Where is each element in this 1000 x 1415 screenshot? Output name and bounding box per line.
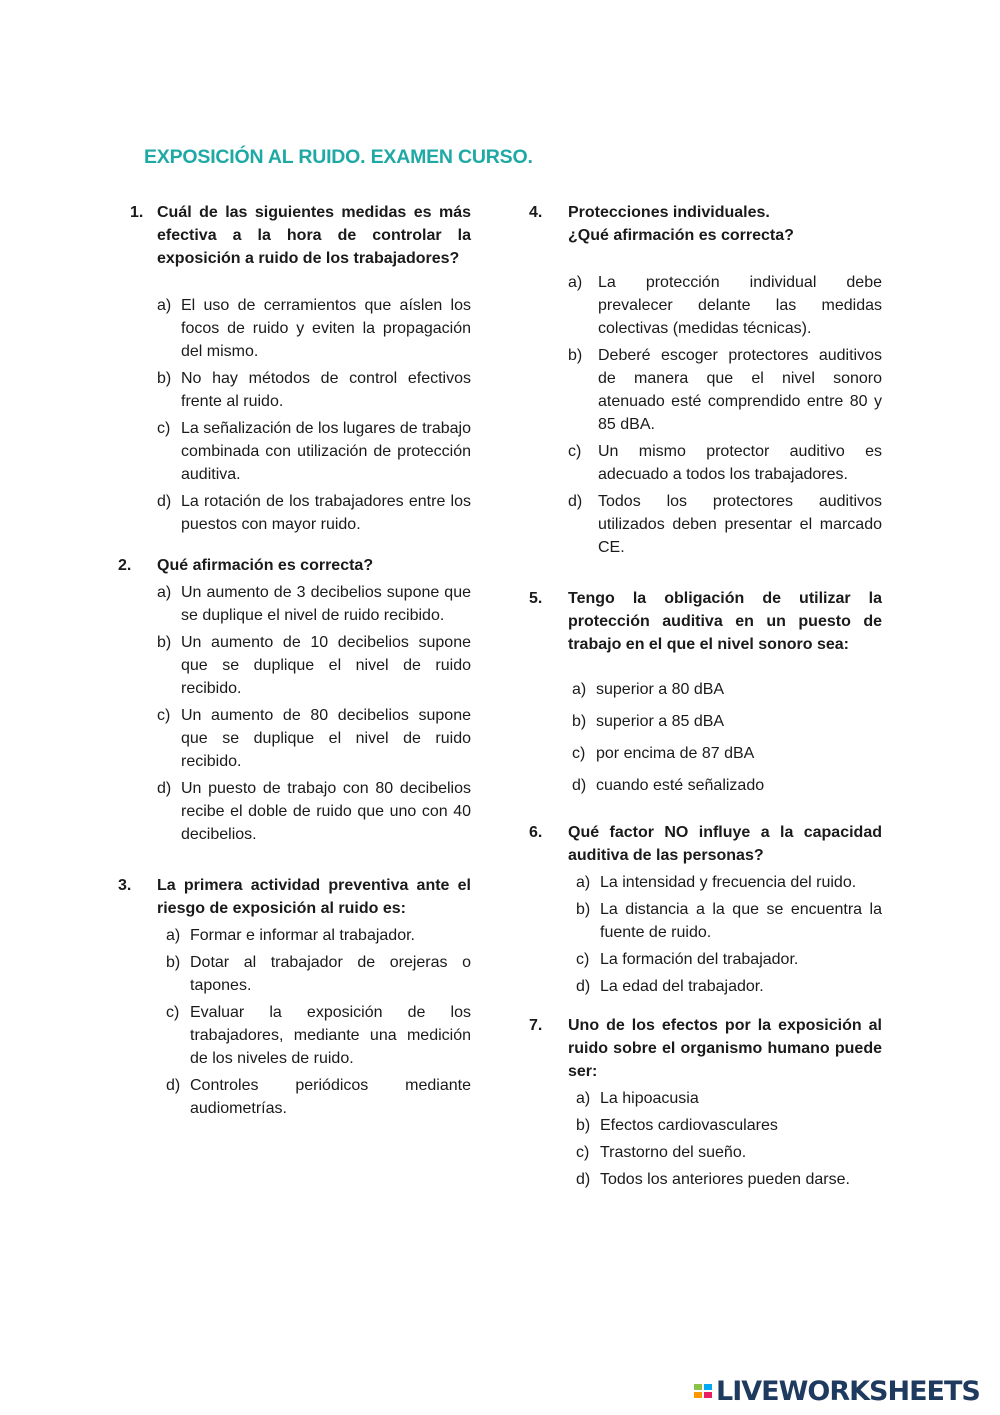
option-a[interactable]: [568, 271, 882, 340]
option-b[interactable]: [576, 1114, 882, 1137]
option-label: c): [568, 443, 582, 460]
option-text: Todos los protectores auditivos utilizados deben presentar el marcado CE.: [598, 493, 882, 556]
option-label: d): [157, 493, 172, 510]
option-text: La protección individual debe prevalecer delante las medidas colectivas (medidas técnicas).: [598, 274, 882, 337]
option-b[interactable]: [576, 898, 882, 944]
option-c[interactable]: [157, 704, 471, 773]
option-text: superior a 85 dBA: [596, 713, 725, 730]
logo-square-icon: [704, 1392, 712, 1398]
question-number: 2.: [118, 557, 132, 574]
option-b[interactable]: [568, 344, 882, 436]
question-6: [529, 821, 882, 998]
option-c[interactable]: [568, 440, 882, 486]
option-text: Un puesto de trabajo con 80 decibelios recibe el doble de ruido que uno con 40 decibelios.: [181, 780, 471, 843]
question-text: Protecciones individuales. ¿Qué afirmación es correcta?: [568, 204, 794, 244]
logo-square-icon: [694, 1384, 702, 1390]
option-text: No hay métodos de control efectivos frente al ruido.: [181, 370, 471, 410]
option-text: superior a 80 dBA: [596, 681, 725, 698]
option-label: a): [157, 297, 172, 314]
logo-mark-icon: [694, 1384, 712, 1398]
option-label: a): [157, 584, 172, 601]
question-text: La primera actividad preventiva ante el riesgo de exposición al ruido es:: [157, 877, 471, 917]
option-label: c): [576, 1144, 590, 1161]
option-d[interactable]: [576, 1168, 882, 1191]
option-text: Controles periódicos mediante audiometrías.: [190, 1077, 471, 1117]
option-a[interactable]: [572, 678, 882, 701]
option-text: Evaluar la exposición de los trabajadores, mediante una medición de los niveles de ruido.: [190, 1004, 471, 1067]
option-label: b): [568, 347, 583, 364]
question-2: [118, 554, 471, 846]
question-number: 7.: [529, 1017, 543, 1034]
question-number: 4.: [529, 204, 543, 221]
option-text: Un aumento de 10 decibelios supone que se duplique el nivel de ruido recibido.: [181, 634, 471, 697]
option-label: c): [576, 951, 590, 968]
option-text: La distancia a la que se encuentra la fuente de ruido.: [600, 901, 882, 941]
option-b[interactable]: [166, 951, 471, 997]
option-text: La edad del trabajador.: [600, 978, 764, 995]
logo-square-icon: [694, 1392, 702, 1398]
option-label: d): [576, 978, 591, 995]
option-d[interactable]: [157, 777, 471, 846]
question-number: 3.: [118, 877, 132, 894]
option-c[interactable]: [576, 948, 882, 971]
option-label: b): [157, 370, 172, 387]
option-text: Un aumento de 3 decibelios supone que se duplique el nivel de ruido recibido.: [181, 584, 471, 624]
option-label: a): [576, 874, 591, 891]
option-text: por encima de 87 dBA: [596, 745, 755, 762]
option-c[interactable]: [157, 417, 471, 486]
question-1: [118, 201, 471, 536]
option-text: Un mismo protector auditivo es adecuado a todos los trabajadores.: [598, 443, 882, 483]
option-text: La formación del trabajador.: [600, 951, 799, 968]
logo-square-icon: [704, 1384, 712, 1390]
option-text: La rotación de los trabajadores entre los puestos con mayor ruido.: [181, 493, 471, 533]
option-text: Formar e informar al trabajador.: [190, 927, 415, 944]
option-text: Efectos cardiovasculares: [600, 1117, 778, 1134]
option-label: c): [572, 745, 586, 762]
option-label: b): [572, 713, 587, 730]
option-label: c): [157, 420, 171, 437]
question-3: [118, 874, 471, 1120]
option-label: d): [572, 777, 587, 794]
question-4: [529, 201, 882, 559]
option-text: cuando esté señalizado: [596, 777, 765, 794]
option-label: b): [576, 901, 591, 918]
option-label: c): [157, 707, 171, 724]
left-column: [118, 201, 471, 1124]
option-d[interactable]: [568, 490, 882, 559]
option-text: La señalización de los lugares de trabajo combinada con utilización de protección auditiva.: [181, 420, 471, 483]
question-text: Cuál de las siguientes medidas es más efectiva a la hora de controlar la exposición a ruido de los trabajadores?: [157, 204, 471, 267]
option-b[interactable]: [157, 367, 471, 413]
question-number: 5.: [529, 590, 543, 607]
question-5: [529, 587, 882, 797]
question-text: Qué afirmación es correcta?: [157, 557, 374, 574]
question-number: 1.: [130, 204, 144, 221]
option-b[interactable]: [157, 631, 471, 700]
liveworksheets-logo[interactable]: [694, 1376, 989, 1406]
option-d[interactable]: [576, 975, 882, 998]
option-label: b): [576, 1117, 591, 1134]
option-d[interactable]: [157, 490, 471, 536]
option-label: d): [157, 780, 172, 797]
option-label: d): [166, 1077, 181, 1094]
option-d[interactable]: [166, 1074, 471, 1120]
option-text: Dotar al trabajador de orejeras o tapones.: [190, 954, 471, 994]
option-text: Todos los anteriores pueden darse.: [600, 1171, 850, 1188]
option-c[interactable]: [166, 1001, 471, 1070]
option-c[interactable]: [572, 742, 882, 765]
right-column: [529, 201, 882, 1195]
option-b[interactable]: [572, 710, 882, 733]
question-number: 6.: [529, 824, 543, 841]
option-text: Trastorno del sueño.: [600, 1144, 747, 1161]
option-label: a): [572, 681, 587, 698]
option-text: El uso de cerramientos que aíslen los focos de ruido y eviten la propagación del mismo.: [181, 297, 471, 360]
option-label: b): [166, 954, 181, 971]
question-text: Uno de los efectos por la exposición al ruido sobre el organismo humano puede ser:: [568, 1017, 882, 1080]
option-label: a): [166, 927, 181, 944]
option-text: Deberé escoger protectores auditivos de manera que el nivel sonoro atenuado esté comprendido entre 80 y 85 dBA.: [598, 347, 882, 433]
option-text: La intensidad y frecuencia del ruido.: [600, 874, 857, 891]
option-d[interactable]: [572, 774, 882, 797]
option-a[interactable]: [157, 294, 471, 363]
option-label: c): [166, 1004, 180, 1021]
option-label: d): [568, 493, 583, 510]
option-text: La hipoacusia: [600, 1090, 699, 1107]
logo-text: LIVEWORKSHEETS: [716, 1375, 980, 1407]
question-text: Qué factor NO influye a la capacidad auditiva de las personas?: [568, 824, 882, 864]
option-a[interactable]: [576, 871, 882, 894]
option-label: d): [576, 1171, 591, 1188]
option-a[interactable]: [166, 924, 471, 947]
option-label: a): [568, 274, 583, 291]
option-a[interactable]: [576, 1087, 882, 1110]
page-title: EXPOSICIÓN AL RUIDO. EXAMEN CURSO.: [144, 146, 533, 168]
question-text: Tengo la obligación de utilizar la protección auditiva en un puesto de trabajo en el que el nivel sonoro sea:: [568, 590, 882, 653]
option-c[interactable]: [576, 1141, 882, 1164]
option-label: b): [157, 634, 172, 651]
option-a[interactable]: [157, 581, 471, 627]
question-7: [529, 1014, 882, 1191]
option-label: a): [576, 1090, 591, 1107]
option-text: Un aumento de 80 decibelios supone que se duplique el nivel de ruido recibido.: [181, 707, 471, 770]
